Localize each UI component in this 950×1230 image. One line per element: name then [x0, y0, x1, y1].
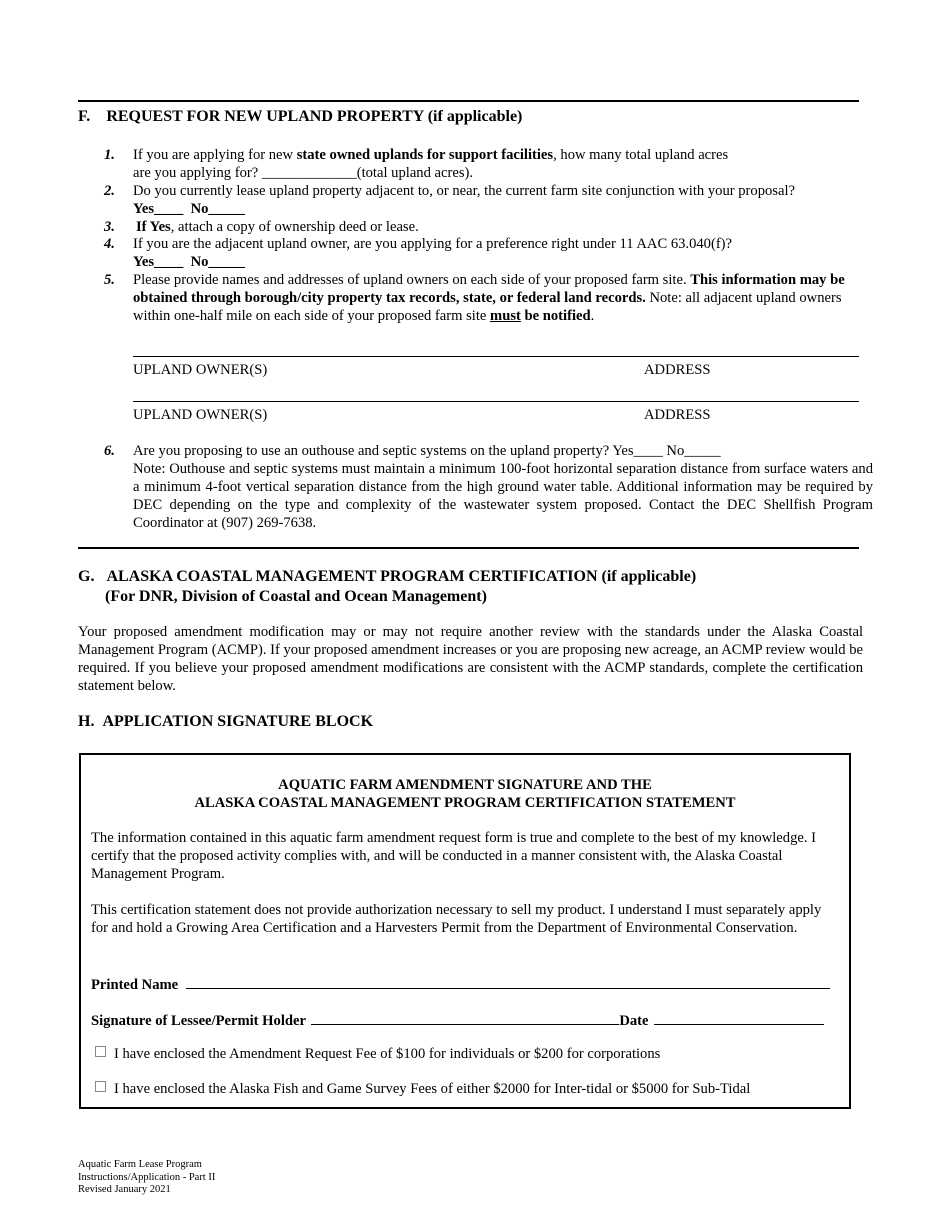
section-g-body: Your proposed amendment modification may or may not require another review with the standards under the Alaska Coastal Management Program (ACMP). If your proposed amendment increases or you are proposing new acreage, an ACMP review would be required. If you believe your proposed amendment modifications are consistent with the ACMP standards, complete the certification statement below. [78, 624, 863, 694]
fee-checkbox-row-2 [95, 1080, 750, 1098]
printed-name-field[interactable] [186, 973, 830, 989]
item-3-number: 3. [104, 219, 115, 235]
signature-box [79, 753, 851, 1109]
item-2-no: No_____ [190, 201, 245, 217]
item-4-no: No_____ [190, 254, 245, 270]
top-divider [78, 100, 859, 102]
item-1-number: 1. [104, 147, 115, 163]
upland-owner-label-1: UPLAND OWNER(S) [133, 362, 268, 378]
item-4-yes: Yes____ [133, 254, 184, 270]
section-f-heading: F. REQUEST FOR NEW UPLAND PROPERTY (if applicable) [78, 108, 523, 125]
box-para-1: The information contained in this aquatic farm amendment request form is true and complete to the best of my knowledge. I certify that the proposed activity complies with, and will be conducted in a manner consistent with, the Alaska Coastal Management Program. [91, 830, 817, 882]
section-h-heading: H. APPLICATION SIGNATURE BLOCK [78, 713, 374, 730]
item-2-yes: Yes____ [133, 201, 184, 217]
box-para-2: This certification statement does not provide authorization necessary to sell my product. I understand I must separately apply for and hold a Growing Area Certification and a Harvesters Permit from the Department of Environmental Conservation. [91, 902, 822, 936]
item-4-number: 4. [104, 236, 115, 252]
upland-owner-label-2: UPLAND OWNER(S) [133, 407, 268, 423]
item-4-text: If you are the adjacent upland owner, are you applying for a preference right under 11 AAC 63.040(f)? Yes____ No_____ [133, 236, 733, 270]
amendment-fee-checkbox[interactable] [95, 1046, 106, 1057]
item-2-number: 2. [104, 183, 115, 199]
date-label: Date [619, 1013, 649, 1029]
survey-fee-checkbox[interactable] [95, 1081, 106, 1092]
address-label-2: ADDRESS [644, 407, 711, 423]
signature-row [91, 1009, 843, 1030]
box-heading: AQUATIC FARM AMENDMENT SIGNATURE AND THE ALASKA COASTAL MANAGEMENT PROGRAM CERTIFICATION STATEMENT [194, 777, 736, 811]
upland-owner-line-2[interactable] [133, 401, 859, 402]
section-g-heading: G. ALASKA COASTAL MANAGEMENT PROGRAM CERTIFICATION (if applicable) (For DNR, Division of Coastal and Ocean Management) [78, 568, 697, 605]
printed-name-label: Printed Name [91, 977, 179, 993]
footer: Aquatic Farm Lease Program Instructions/Application - Part II Revised January 2021 [78, 1159, 216, 1195]
amendment-fee-label: I have enclosed the Amendment Request Fee of $100 for individuals or $200 for corporations [114, 1046, 661, 1062]
date-field[interactable] [654, 1009, 824, 1025]
item-6-number: 6. [104, 443, 115, 459]
survey-fee-label: I have enclosed the Alaska Fish and Game Survey Fees of either $2000 for Inter-tidal or $5000 for Sub-Tidal [114, 1081, 751, 1097]
item-2-text: Do you currently lease upland property adjacent to, or near, the current farm site conjunction with your proposal? Yes____ No_____ [133, 183, 795, 217]
item-1-text: If you are applying for new state owned uplands for support facilities, how many total upland acres are you applying for? _____________(total upland acres). [133, 147, 729, 181]
printed-name-row [91, 973, 839, 994]
item-3-text: If Yes, attach a copy of ownership deed or lease. [136, 219, 419, 235]
item-5-text: Please provide names and addresses of upland owners on each side of your proposed farm site. This information may be obtained through borough/city property tax records, state, or federal land records. Note: all adjacent upland owners within one-half mile on each side of your proposed farm site must be notified. [133, 272, 845, 324]
signature-field[interactable] [311, 1009, 619, 1025]
item-6-note: Note: Outhouse and septic systems must maintain a minimum 100-foot horizontal separation distance from surface waters and a minimum 4-foot vertical separation distance from the high ground water table. Additional information may be required by DEC depending on the type and complexity of the wastewater system proposed. Contact the DEC Shellfish Program Coordinator at (907) 269-7638. [133, 461, 873, 531]
address-label-1: ADDRESS [644, 362, 711, 378]
fee-checkbox-row-1 [95, 1045, 660, 1063]
signature-label: Signature of Lessee/Permit Holder [91, 1013, 306, 1029]
item-5-number: 5. [104, 272, 115, 288]
item-6-question: Are you proposing to use an outhouse and septic systems on the upland property? Yes____ No_____ [133, 443, 721, 459]
section-g-divider [78, 547, 859, 549]
upland-owner-line-1[interactable] [133, 356, 859, 357]
